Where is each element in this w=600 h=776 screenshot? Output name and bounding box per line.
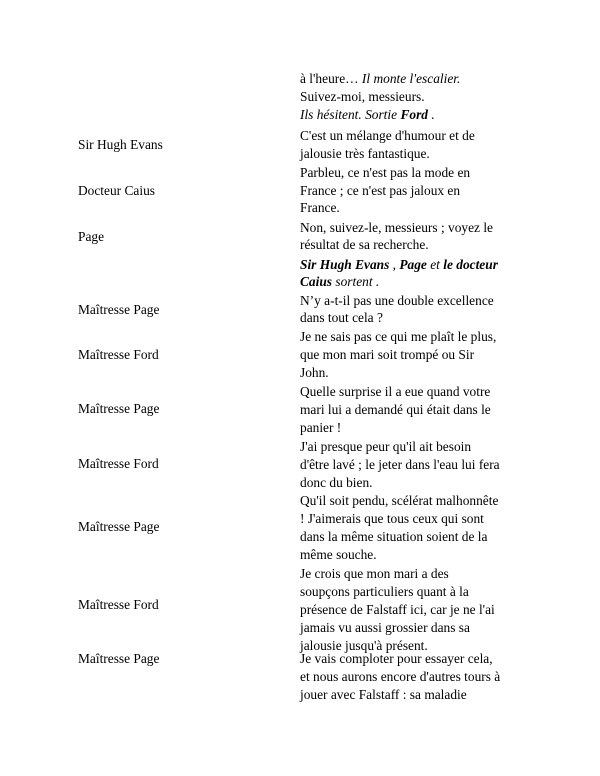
text-line: panier ! <box>300 420 342 435</box>
character-name: Page <box>399 257 427 272</box>
text-line: résultat de sa recherche. <box>300 237 429 252</box>
text-line: Qu'il soit pendu, scélérat malhonnête <box>300 493 499 508</box>
stage-direction-text: Ils hésitent. Sortie <box>300 107 398 122</box>
text-line <box>300 70 460 88</box>
stage-direction <box>300 106 435 124</box>
character-name: Caius <box>300 274 333 289</box>
speaker-name: Maîtresse Page <box>78 651 160 666</box>
text-line: même souche. <box>300 547 377 562</box>
stage-direction-text: et <box>426 257 444 272</box>
speaker-name: Docteur Caius <box>78 183 155 198</box>
stage-direction <box>300 256 498 274</box>
text-line: jalousie jusqu'à présent. <box>300 638 428 653</box>
text-line: jouer avec Falstaff : sa maladie <box>300 687 467 702</box>
speaker-name: Maîtresse Ford <box>78 456 159 471</box>
speaker-name: Sir Hugh Evans <box>78 137 163 152</box>
text-line: présence de Falstaff ici, car je ne l'ai <box>300 602 495 617</box>
text-line: N’y a-t-il pas une double excellence <box>300 293 494 308</box>
speaker-name: Maîtresse Ford <box>78 597 159 612</box>
text-line: Je vais comploter pour essayer cela, <box>300 651 493 666</box>
character-name: Sir Hugh Evans <box>300 257 390 272</box>
text-line: soupçons particuliers quant à la <box>300 584 469 599</box>
text-line: Je ne sais pas ce qui me plaît le plus, <box>300 329 497 344</box>
text-line: Parbleu, ce n'est pas la mode en <box>300 165 471 180</box>
text-line: Suivez-moi, messieurs. <box>300 89 425 104</box>
text-line: et nous aurons encore d'autres tours à <box>300 669 501 684</box>
text-fragment: à l'heure… <box>300 71 359 86</box>
text-line: C'est un mélange d'humour et de <box>300 128 475 143</box>
text-line: John. <box>300 365 329 380</box>
text-line: d'être lavé ; le jeter dans l'eau lui fera <box>300 457 500 472</box>
stage-direction: Il monte l'escalier. <box>361 71 461 86</box>
speaker-name: Maîtresse Page <box>78 302 160 317</box>
character-name: Ford <box>400 107 428 122</box>
character-name: le docteur <box>443 257 498 272</box>
stage-direction-text: . <box>431 107 435 122</box>
text-line: dans tout cela ? <box>300 310 383 325</box>
stage-direction <box>300 273 379 291</box>
stage-direction-text: , <box>389 257 400 272</box>
text-line: France. <box>300 200 340 215</box>
text-line: Quelle surprise il a eue quand votre <box>300 384 491 399</box>
text-line: Non, suivez-le, messieurs ; voyez le <box>300 220 493 235</box>
stage-direction-text: sortent . <box>332 274 380 289</box>
text-line: jalousie très fantastique. <box>300 146 430 161</box>
speaker-name: Maîtresse Page <box>78 401 160 416</box>
text-line: que mon mari soit trompé ou Sir <box>300 347 475 362</box>
text-line: Je crois que mon mari a des <box>300 566 449 581</box>
text-line: mari lui a demandé qui était dans le <box>300 402 491 417</box>
text-line: France ; ce n'est pas jaloux en <box>300 183 461 198</box>
text-line: donc du bien. <box>300 475 373 490</box>
text-line: dans la même situation soient de la <box>300 529 488 544</box>
text-line: ! J'aimerais que tous ceux qui sont <box>300 511 484 526</box>
speaker-name: Page <box>78 229 105 244</box>
text-line: J'ai presque peur qu'il ait besoin <box>300 439 472 454</box>
text-line: jamais vu aussi grossier dans sa <box>300 620 470 635</box>
speaker-name: Maîtresse Page <box>78 519 160 534</box>
speaker-name: Maîtresse Ford <box>78 347 159 362</box>
